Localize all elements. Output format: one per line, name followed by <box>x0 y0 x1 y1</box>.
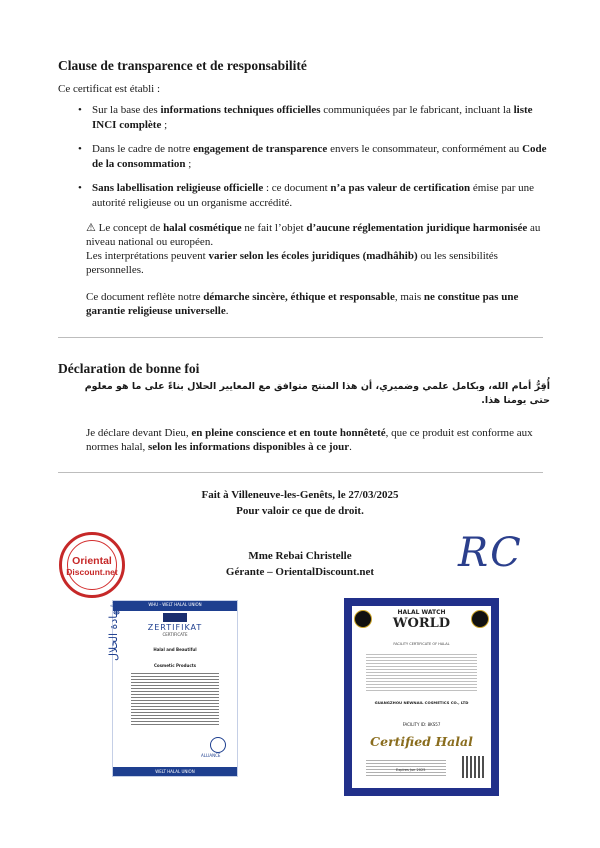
section-title-transparency: Clause de transparence et de responsabilité <box>58 58 307 73</box>
bullet-icon: • <box>78 182 82 194</box>
intro-text: Ce certificat est établi : <box>58 83 161 95</box>
reflect-paragraph: Ce document reflète notre démarche sincère, éthique et responsable, mais ne constitue pas une garantie religieuse universelle. <box>86 291 519 317</box>
bullet-item-1: Sur la base des informations techniques officielles communiquées par le fabricant, incluant la liste INCI complète ; <box>92 104 533 131</box>
divider <box>58 472 543 473</box>
halal-certificate-right: HALAL WATCH WORLD FACILITY CERTIFICATE OF HALAL GUANGZHOU NEWNAIL COSMETICS CO., LTD FACILITY ID: 8KS57 Certified Halal Expires Jun 2025 <box>344 598 499 796</box>
declaration-paragraph: Je déclare devant Dieu, en pleine conscience et en toute honnêteté, que ce produit est conforme aux normes halal, selon les informations disponibles à ce jour. <box>86 427 533 453</box>
certificate-seal <box>210 737 226 753</box>
bullet-item-3: Sans labellisation religieuse officielle : ce document n’a pas valeur de certification émise par une autorité religieuse ou un organisme accrédité. <box>92 182 534 209</box>
validity-line: Pour valoir ce que de droit. <box>236 505 364 517</box>
certificate-logo <box>163 613 187 622</box>
bullet-icon: • <box>78 104 82 116</box>
section-title-good-faith: Déclaration de bonne foi <box>58 361 200 376</box>
bullet-item-2: Dans le cadre de notre engagement de transparence envers le consommateur, conformément au Code de la consommation ; <box>92 143 547 170</box>
signature: RC <box>458 530 523 576</box>
warning-paragraph: ⚠ Le concept de halal cosmétique ne fait l’objet d’aucune réglementation juridique harmonisée au niveau national ou européen. Les interprétations peuvent varier selon les écoles juridiques (madhâhib) ou les sensibilités personnelles. <box>86 222 541 276</box>
certificate-fine-print <box>131 671 219 726</box>
arabic-declaration: أُقِرُّ أمام الله، وبكامل علمي وضميري، أن هذا المنتج متوافق مع المعايير الحلال بناءً على ما هو معلوم حتى يومنا هذا. <box>84 381 550 406</box>
halal-certificate-left: WHU - WELT HALAL UNION ZERTIFIKAT CERTIFICATE Halal and Beautiful Cosmetic Products شهادة الحلال ALLIANCE WELT HALAL UNION <box>112 600 238 777</box>
signatory-role: Gérante – OrientalDiscount.net <box>225 566 375 578</box>
bullet-icon: • <box>78 143 82 155</box>
divider <box>58 337 543 338</box>
signatory-name: Mme Rebai Christelle <box>248 550 352 562</box>
warning-icon: ⚠ <box>86 222 96 234</box>
certificate-fine-print <box>366 652 477 692</box>
company-stamp-logo: Oriental Discount.net <box>59 532 125 598</box>
place-date: Fait à Villeneuve-les-Genêts, le 27/03/2025 <box>201 489 399 501</box>
qr-code <box>462 756 484 778</box>
